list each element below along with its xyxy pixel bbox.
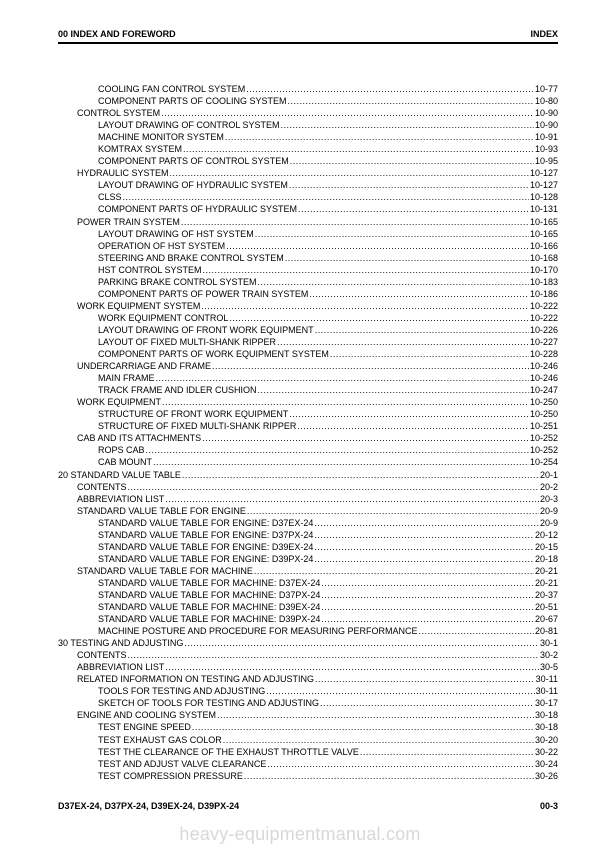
toc-entry[interactable] (58, 493, 558, 505)
dot-leader (297, 420, 529, 432)
toc-entry-label: TRACK FRAME AND IDLER CUSHION (98, 385, 257, 396)
toc-entry[interactable] (58, 432, 558, 444)
toc-entry-page: 30-1 (539, 638, 558, 649)
toc-entry-page: 20-3 (539, 493, 558, 504)
dot-leader (201, 300, 529, 312)
toc-entry-label: STANDARD VALUE TABLE FOR ENGINE (77, 505, 246, 516)
toc-entry-label: STANDARD VALUE TABLE FOR ENGINE: D37EX-24 (98, 517, 314, 528)
toc-entry-page: 10-131 (529, 204, 558, 215)
toc-entry-label: STRUCTURE OF FIXED MULTI-SHANK RIPPER (98, 421, 297, 432)
header-title: INDEX (530, 29, 558, 39)
toc-entry-page: 10-90 (534, 120, 558, 131)
dot-leader (290, 155, 534, 167)
toc-entry[interactable] (58, 649, 558, 661)
table-of-contents (58, 83, 558, 782)
toc-entry[interactable] (58, 529, 558, 541)
toc-entry-label: STRUCTURE OF FRONT WORK EQUIPMENT (98, 409, 289, 420)
toc-entry-page: 10-226 (529, 324, 558, 335)
dot-leader (288, 95, 534, 107)
toc-entry-label: COMPONENT PARTS OF WORK EQUIPMENT SYSTEM (98, 349, 329, 360)
toc-entry-label: WORK EQUIPMENT (77, 397, 162, 408)
toc-entry[interactable] (58, 300, 558, 312)
toc-entry[interactable] (58, 661, 558, 673)
toc-entry-label: COMPONENT PARTS OF CONTROL SYSTEM (98, 156, 289, 167)
dot-leader (330, 348, 529, 360)
toc-entry-label: 30 TESTING AND ADJUSTING (58, 638, 184, 649)
dot-leader (254, 565, 534, 577)
dot-leader (289, 408, 529, 420)
toc-entry[interactable] (58, 444, 558, 456)
toc-entry-page: 30-22 (534, 746, 558, 757)
dot-leader (128, 649, 539, 661)
dot-leader (247, 505, 539, 517)
toc-entry-page: 10-250 (529, 397, 558, 408)
toc-entry[interactable] (58, 746, 558, 758)
toc-entry-label: STANDARD VALUE TABLE FOR MACHINE: D37EX-24 (98, 577, 321, 588)
toc-entry-page: 20-9 (539, 505, 558, 516)
toc-entry[interactable] (58, 469, 558, 481)
toc-entry[interactable] (58, 155, 558, 167)
toc-entry[interactable] (58, 264, 558, 276)
toc-entry-page: 20-67 (534, 614, 558, 625)
toc-entry-label: MACHINE POSTURE AND PROCEDURE FOR MEASURING PERFORMANCE (98, 626, 418, 637)
toc-entry[interactable] (58, 179, 558, 191)
toc-entry-label: STANDARD VALUE TABLE FOR ENGINE: D39EX-24 (98, 541, 314, 552)
toc-entry-label: TEST THE CLEARANCE OF THE EXHAUST THROTTLE VALVE (98, 746, 359, 757)
toc-entry-page: 10-227 (529, 336, 558, 347)
toc-entry[interactable] (58, 758, 558, 770)
toc-entry-page: 30-24 (534, 758, 558, 769)
toc-entry-page: 30-11 (535, 686, 558, 697)
toc-entry[interactable] (58, 288, 558, 300)
model-list: D37EX-24, D37PX-24, D39EX-24, D39PX-24 (58, 801, 240, 811)
toc-entry-page: 20-15 (534, 541, 558, 552)
toc-entry-page: 10-247 (529, 385, 558, 396)
toc-entry-label: STANDARD VALUE TABLE FOR MACHINE: D37PX-24 (98, 589, 321, 600)
toc-entry-page: 10-252 (529, 445, 558, 456)
dot-leader (281, 119, 534, 131)
toc-entry-page: 10-90 (534, 108, 558, 119)
toc-entry[interactable] (58, 577, 558, 589)
toc-entry-label: KOMTRAX SYSTEM (98, 144, 183, 155)
toc-entry-page: 10-222 (529, 312, 558, 323)
toc-entry[interactable] (58, 240, 558, 252)
toc-entry-label: ENGINE AND COOLING SYSTEM (77, 710, 217, 721)
toc-entry-label: COMPONENT PARTS OF COOLING SYSTEM (98, 96, 287, 107)
dot-leader (229, 312, 529, 324)
toc-entry-label: POWER TRAIN SYSTEM (77, 216, 180, 227)
toc-entry-page: 10-77 (534, 84, 558, 94)
toc-entry-page: 30-11 (535, 674, 558, 685)
toc-entry[interactable] (58, 637, 558, 649)
toc-entry[interactable] (58, 697, 558, 709)
dot-leader (244, 770, 534, 782)
dot-leader (217, 709, 534, 721)
dot-leader (315, 324, 529, 336)
toc-entry-page: 10-93 (534, 144, 558, 155)
toc-entry-page: 20-81 (534, 626, 558, 637)
toc-entry-label: CONTENTS (77, 650, 127, 661)
dot-leader (289, 179, 529, 191)
toc-entry-label: WORK EQUIPMENT CONTROL (98, 312, 229, 323)
dot-leader (255, 228, 529, 240)
toc-entry-label: ABBREVIATION LIST (77, 662, 165, 673)
dot-leader (156, 372, 529, 384)
dot-leader (320, 697, 534, 709)
dot-leader (225, 131, 534, 143)
toc-entry-page: 10-128 (529, 192, 558, 203)
toc-entry[interactable] (58, 481, 558, 493)
toc-entry-page: 30-18 (534, 722, 558, 733)
toc-entry[interactable] (58, 721, 558, 733)
toc-entry[interactable] (58, 324, 558, 336)
toc-entry-page: 20-51 (534, 602, 558, 613)
toc-entry-page: 10-186 (529, 288, 558, 299)
toc-entry-page: 30-18 (534, 710, 558, 721)
toc-entry[interactable] (58, 601, 558, 613)
dot-leader (321, 589, 534, 601)
toc-entry-label: COMPONENT PARTS OF HYDRAULIC SYSTEM (98, 204, 298, 215)
toc-entry[interactable] (58, 216, 558, 228)
toc-entry-label: ABBREVIATION LIST (77, 493, 165, 504)
dot-leader (161, 107, 534, 119)
dot-leader (267, 758, 534, 770)
toc-entry-label: TOOLS FOR TESTING AND ADJUSTING (98, 686, 266, 697)
dot-leader (184, 637, 539, 649)
page-header (58, 24, 558, 44)
toc-entry[interactable] (58, 107, 558, 119)
toc-entry-page: 10-222 (529, 300, 558, 311)
dot-leader (321, 613, 534, 625)
watermark: heavy-equipmentmanual.com (179, 824, 421, 844)
toc-entry-page: 30-17 (534, 698, 558, 709)
toc-entry-label: CAB MOUNT (98, 457, 152, 468)
toc-entry-label: ROPS CAB (98, 445, 145, 456)
dot-leader (123, 191, 529, 203)
dot-leader (309, 288, 529, 300)
toc-entry-page: 10-254 (529, 457, 558, 468)
toc-entry-label: LAYOUT DRAWING OF HYDRAULIC SYSTEM (98, 180, 288, 191)
dot-leader (146, 444, 529, 456)
toc-entry-label: SKETCH OF TOOLS FOR TESTING AND ADJUSTING (98, 698, 320, 709)
dot-leader (202, 432, 529, 444)
toc-entry-page: 10-91 (534, 132, 558, 143)
toc-entry-label: CLSS (98, 192, 122, 203)
dot-leader (314, 541, 534, 553)
toc-entry-label: HYDRAULIC SYSTEM (77, 168, 169, 179)
toc-entry[interactable] (58, 228, 558, 240)
toc-entry-page: 10-251 (529, 421, 558, 432)
toc-entry[interactable] (58, 83, 558, 95)
toc-entry-page: 10-166 (529, 240, 558, 251)
dot-leader (212, 360, 529, 372)
dot-leader (181, 216, 529, 228)
dot-leader (266, 685, 534, 697)
dot-leader (162, 396, 529, 408)
dot-leader (223, 734, 534, 746)
toc-entry-page: 30-5 (539, 662, 558, 673)
toc-entry-page: 20-1 (539, 469, 558, 480)
toc-entry[interactable] (58, 167, 558, 179)
dot-leader (192, 721, 534, 733)
dot-leader (258, 276, 529, 288)
toc-entry-page: 10-252 (529, 433, 558, 444)
toc-entry-label: OPERATION OF HST SYSTEM (98, 240, 226, 251)
toc-entry-label: MACHINE MONITOR SYSTEM (98, 132, 224, 143)
toc-entry-page: 10-228 (529, 349, 558, 360)
dot-leader (226, 240, 529, 252)
dot-leader (182, 469, 539, 481)
toc-entry-label: 20 STANDARD VALUE TABLE (58, 469, 181, 480)
dot-leader (170, 167, 529, 179)
toc-entry-label: CAB AND ITS ATTACHMENTS (77, 433, 202, 444)
toc-entry[interactable] (58, 143, 558, 155)
toc-entry[interactable] (58, 360, 558, 372)
toc-entry-page: 20-9 (539, 517, 558, 528)
toc-entry-page: 10-127 (529, 168, 558, 179)
toc-entry-label: COOLING FAN CONTROL SYSTEM (98, 84, 246, 94)
toc-entry[interactable] (58, 252, 558, 264)
toc-entry[interactable] (58, 384, 558, 396)
toc-entry-label: LAYOUT OF FIXED MULTI-SHANK RIPPER (98, 336, 277, 347)
toc-entry[interactable] (58, 95, 558, 107)
toc-entry-label: COMPONENT PARTS OF POWER TRAIN SYSTEM (98, 288, 309, 299)
dot-leader (203, 264, 529, 276)
toc-entry[interactable] (58, 734, 558, 746)
toc-entry-label: HST CONTROL SYSTEM (98, 264, 202, 275)
toc-entry-page: 10-170 (529, 264, 558, 275)
toc-entry[interactable] (58, 396, 558, 408)
toc-entry-label: CONTENTS (77, 481, 127, 492)
dot-leader (419, 625, 534, 637)
dot-leader (314, 517, 539, 529)
dot-leader (321, 601, 534, 613)
toc-entry-label: MAIN FRAME (98, 373, 155, 384)
dot-leader (258, 384, 529, 396)
toc-entry[interactable] (58, 613, 558, 625)
toc-entry-label: STANDARD VALUE TABLE FOR MACHINE (77, 565, 253, 576)
toc-entry-label: STANDARD VALUE TABLE FOR MACHINE: D39PX-24 (98, 614, 321, 625)
toc-entry-label: UNDERCARRIAGE AND FRAME (77, 361, 212, 372)
toc-entry[interactable] (58, 517, 558, 529)
toc-entry-page: 10-127 (529, 180, 558, 191)
toc-entry-label: TEST COMPRESSION PRESSURE (98, 770, 243, 781)
toc-entry-label: CONTROL SYSTEM (77, 108, 161, 119)
toc-entry[interactable] (58, 203, 558, 215)
toc-entry-page: 30-26 (534, 770, 558, 781)
toc-entry-page: 10-95 (534, 156, 558, 167)
toc-entry-page: 10-168 (529, 252, 558, 263)
toc-entry-page: 10-80 (534, 96, 558, 107)
dot-leader (128, 481, 539, 493)
dot-leader (183, 143, 534, 155)
toc-entry-page: 20-21 (534, 577, 558, 588)
toc-entry[interactable] (58, 276, 558, 288)
toc-entry[interactable] (58, 131, 558, 143)
toc-entry-page: 20-18 (534, 553, 558, 564)
toc-entry[interactable] (58, 408, 558, 420)
dot-leader (165, 661, 539, 673)
dot-leader (314, 553, 534, 565)
toc-entry[interactable] (58, 589, 558, 601)
toc-entry[interactable] (58, 119, 558, 131)
dot-leader (314, 529, 534, 541)
dot-leader (315, 673, 535, 685)
toc-entry-label: STANDARD VALUE TABLE FOR ENGINE: D37PX-24 (98, 529, 314, 540)
dot-leader (246, 83, 534, 95)
dot-leader (165, 493, 539, 505)
toc-entry-page: 20-12 (534, 529, 558, 540)
toc-entry[interactable] (58, 770, 558, 782)
toc-entry[interactable] (58, 372, 558, 384)
toc-entry-label: RELATED INFORMATION ON TESTING AND ADJUSTING (77, 674, 315, 685)
toc-entry[interactable] (58, 541, 558, 553)
dot-leader (285, 252, 529, 264)
toc-entry[interactable] (58, 553, 558, 565)
toc-entry-page: 20-21 (534, 565, 558, 576)
page-footer (58, 798, 558, 814)
toc-entry[interactable] (58, 420, 558, 432)
toc-entry-page: 20-37 (534, 589, 558, 600)
toc-entry[interactable] (58, 505, 558, 517)
toc-entry-label: LAYOUT DRAWING OF FRONT WORK EQUIPMENT (98, 324, 314, 335)
toc-entry[interactable] (58, 456, 558, 468)
toc-entry-label: STANDARD VALUE TABLE FOR ENGINE: D39PX-24 (98, 553, 314, 564)
toc-entry-page: 10-183 (529, 276, 558, 287)
toc-entry-label: LAYOUT DRAWING OF CONTROL SYSTEM (98, 120, 280, 131)
page-number: 00-3 (539, 801, 558, 811)
toc-entry[interactable] (58, 565, 558, 577)
toc-entry[interactable] (58, 625, 558, 637)
toc-entry-page: 10-246 (529, 361, 558, 372)
toc-entry[interactable] (58, 191, 558, 203)
toc-entry[interactable] (58, 312, 558, 324)
dot-leader (321, 577, 534, 589)
dot-leader (277, 336, 529, 348)
toc-entry[interactable] (58, 709, 558, 721)
section-title: 00 INDEX AND FOREWORD (58, 29, 176, 39)
dot-leader (153, 456, 529, 468)
toc-entry-page: 10-165 (529, 228, 558, 239)
toc-entry-page: 30-2 (539, 650, 558, 661)
toc-entry-label: STANDARD VALUE TABLE FOR MACHINE: D39EX-24 (98, 602, 321, 613)
dot-leader (360, 746, 534, 758)
dot-leader (298, 203, 529, 215)
toc-entry-label: WORK EQUIPMENT SYSTEM (77, 300, 201, 311)
toc-entry-label: LAYOUT DRAWING OF HST SYSTEM (98, 228, 254, 239)
toc-entry[interactable] (58, 336, 558, 348)
toc-entry-page: 30-20 (534, 734, 558, 745)
toc-entry[interactable] (58, 685, 558, 697)
toc-entry-label: PARKING BRAKE CONTROL SYSTEM (98, 276, 257, 287)
toc-entry[interactable] (58, 348, 558, 360)
toc-entry-label: TEST AND ADJUST VALVE CLEARANCE (98, 758, 267, 769)
toc-entry-page: 10-250 (529, 409, 558, 420)
toc-entry-page: 20-2 (539, 481, 558, 492)
toc-entry-page: 10-165 (529, 216, 558, 227)
toc-entry-label: STEERING AND BRAKE CONTROL SYSTEM (98, 252, 284, 263)
toc-entry[interactable] (58, 673, 558, 685)
toc-entry-label: TEST ENGINE SPEED (98, 722, 191, 733)
toc-entry-label: TEST EXHAUST GAS COLOR (98, 734, 222, 745)
toc-entry-page: 10-246 (529, 373, 558, 384)
